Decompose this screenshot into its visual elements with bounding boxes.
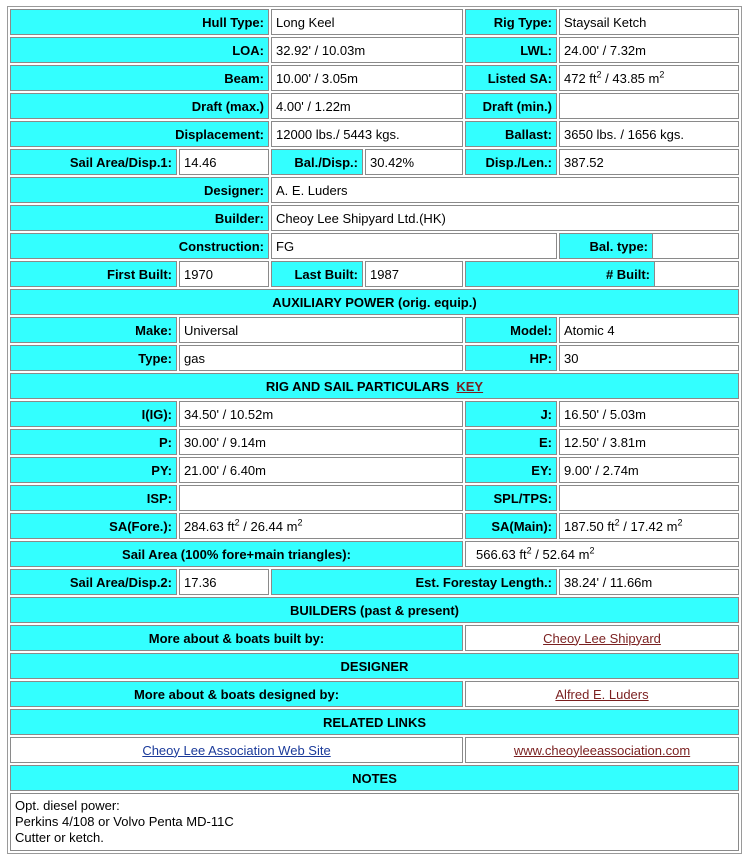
aux-power-header: AUXILIARY POWER (orig. equip.) (10, 289, 739, 315)
ey-value: 9.00' / 2.74m (559, 457, 739, 483)
j-value: 16.50' / 5.03m (559, 401, 739, 427)
displacement-label: Displacement: (10, 121, 269, 147)
rig-type-value: Staysail Ketch (559, 9, 739, 35)
notes-body (10, 793, 739, 851)
make-value: Universal (179, 317, 463, 343)
disp-len-value: 387.52 (559, 149, 739, 175)
notes-header: NOTES (10, 765, 739, 791)
sa-fore-value: 284.63 $ft^2 / 26.44$ $m^2$ (179, 513, 463, 539)
draft-max-label: Draft (max.) (10, 93, 269, 119)
sa-fore-label: SA(Fore.): (10, 513, 177, 539)
ballast-value: 3650 lbs. / 1656 kgs. (559, 121, 739, 147)
alfred-luders-link[interactable]: Alfred E. Luders (555, 686, 649, 702)
forestay-label: Est. Forestay Length.: (271, 569, 557, 595)
hp-value: 30 (559, 345, 739, 371)
loa-label: LOA: (10, 37, 269, 63)
cheoy-lee-shipyard-link[interactable]: Cheoy Lee Shipyard (543, 630, 661, 646)
forestay-value: 38.24' / 11.66m (559, 569, 739, 595)
listed-sa-label: Listed SA: (465, 65, 557, 91)
rig-sail-header: RIG AND SAIL PARTICULARS KEY (10, 373, 739, 399)
ey-label: EY: (465, 457, 557, 483)
builders-header: BUILDERS (past & present) (10, 597, 739, 623)
sa-total-value: 566.63 $ft^2 / 52.64$ $m^2$ (465, 541, 739, 567)
designer-link-cell (465, 681, 739, 707)
p-label: P: (10, 429, 177, 455)
designer-value: A. E. Luders (271, 177, 739, 203)
num-built-value (655, 262, 739, 286)
related-link2-cell (465, 737, 739, 763)
draft-max-value: 4.00' / 1.22m (271, 93, 463, 119)
listed-sa-value: 472 $ft^2 / 43.85$ $m^2$ (559, 65, 739, 91)
py-value: 21.00' / 6.40m (179, 457, 463, 483)
spl-tps-value (559, 485, 739, 511)
related-link1-cell (10, 737, 463, 763)
related-links-header: RELATED LINKS (10, 709, 739, 735)
bal-disp-label: Bal./Disp.: (271, 149, 363, 175)
hp-label: HP: (465, 345, 557, 371)
cheoyleeassociation-url-link[interactable]: www.cheoyleeassociation.com (513, 742, 691, 758)
hull-type-value: Long Keel (271, 9, 463, 35)
isp-label: ISP: (10, 485, 177, 511)
ballast-label: Ballast: (465, 121, 557, 147)
builder-label: Builder: (10, 205, 269, 231)
type-label: Type: (10, 345, 177, 371)
e-value: 12.50' / 3.81m (559, 429, 739, 455)
first-built-value: 1970 (179, 261, 269, 287)
p-value: 30.00' / 9.14m (179, 429, 463, 455)
key-link[interactable]: KEY (456, 378, 484, 394)
notes-line-1: Opt. diesel power: (15, 798, 120, 813)
sa-main-label: SA(Main): (465, 513, 557, 539)
rig-type-label: Rig Type: (465, 9, 557, 35)
construction-label: Construction: (10, 233, 269, 259)
ig-label: I(IG): (10, 401, 177, 427)
j-label: J: (465, 401, 557, 427)
notes-line-3: Cutter or ketch. (15, 830, 104, 845)
designer-label: Designer: (10, 177, 269, 203)
model-value: Atomic 4 (559, 317, 739, 343)
lwl-value: 24.00' / 7.32m (559, 37, 739, 63)
spl-tps-label: SPL/TPS: (465, 485, 557, 511)
sailboat-spec-table (7, 6, 742, 854)
sa-total-label: Sail Area (100% fore+main triangles): (10, 541, 463, 567)
sa-main-value: 187.50 $ft^2 / 17.42$ $m^2$ (559, 513, 739, 539)
bal-type-label: Bal. type: (560, 234, 653, 258)
builder-value: Cheoy Lee Shipyard Ltd.(HK) (271, 205, 739, 231)
notes-line-2: Perkins 4/108 or Volvo Penta MD-11C (15, 814, 234, 829)
isp-value (179, 485, 463, 511)
e-label: E: (465, 429, 557, 455)
disp-len-label: Disp./Len.: (465, 149, 557, 175)
num-built-inner (466, 262, 738, 286)
draft-min-value (559, 93, 739, 119)
sa-disp2-label: Sail Area/Disp.2: (10, 569, 177, 595)
make-label: Make: (10, 317, 177, 343)
draft-min-label: Draft (min.) (465, 93, 557, 119)
type-value: gas (179, 345, 463, 371)
beam-label: Beam: (10, 65, 269, 91)
cheoy-lee-association-link[interactable]: Cheoy Lee Association Web Site (142, 742, 331, 758)
builders-link-cell (465, 625, 739, 651)
lwl-label: LWL: (465, 37, 557, 63)
first-built-label: First Built: (10, 261, 177, 287)
beam-value: 10.00' / 3.05m (271, 65, 463, 91)
construction-value: FG (271, 233, 557, 259)
ig-value: 34.50' / 10.52m (179, 401, 463, 427)
bal-type-inner (560, 234, 738, 258)
bal-disp-value: 30.42% (365, 149, 463, 175)
bal-type-value (653, 234, 739, 258)
last-built-value: 1987 (365, 261, 463, 287)
num-built-cell (465, 261, 739, 287)
sa-disp2-value: 17.36 (179, 569, 269, 595)
num-built-label: # Built: (466, 262, 655, 286)
last-built-label: Last Built: (271, 261, 363, 287)
bal-type-cell (559, 233, 739, 259)
py-label: PY: (10, 457, 177, 483)
model-label: Model: (465, 317, 557, 343)
loa-value: 32.92' / 10.03m (271, 37, 463, 63)
hull-type-label: Hull Type: (10, 9, 269, 35)
displacement-value: 12000 lbs./ 5443 kgs. (271, 121, 463, 147)
designer-header: DESIGNER (10, 653, 739, 679)
builders-more-label: More about & boats built by: (10, 625, 463, 651)
designer-more-label: More about & boats designed by: (10, 681, 463, 707)
sa-disp1-label: Sail Area/Disp.1: (10, 149, 177, 175)
sa-disp1-value: 14.46 (179, 149, 269, 175)
